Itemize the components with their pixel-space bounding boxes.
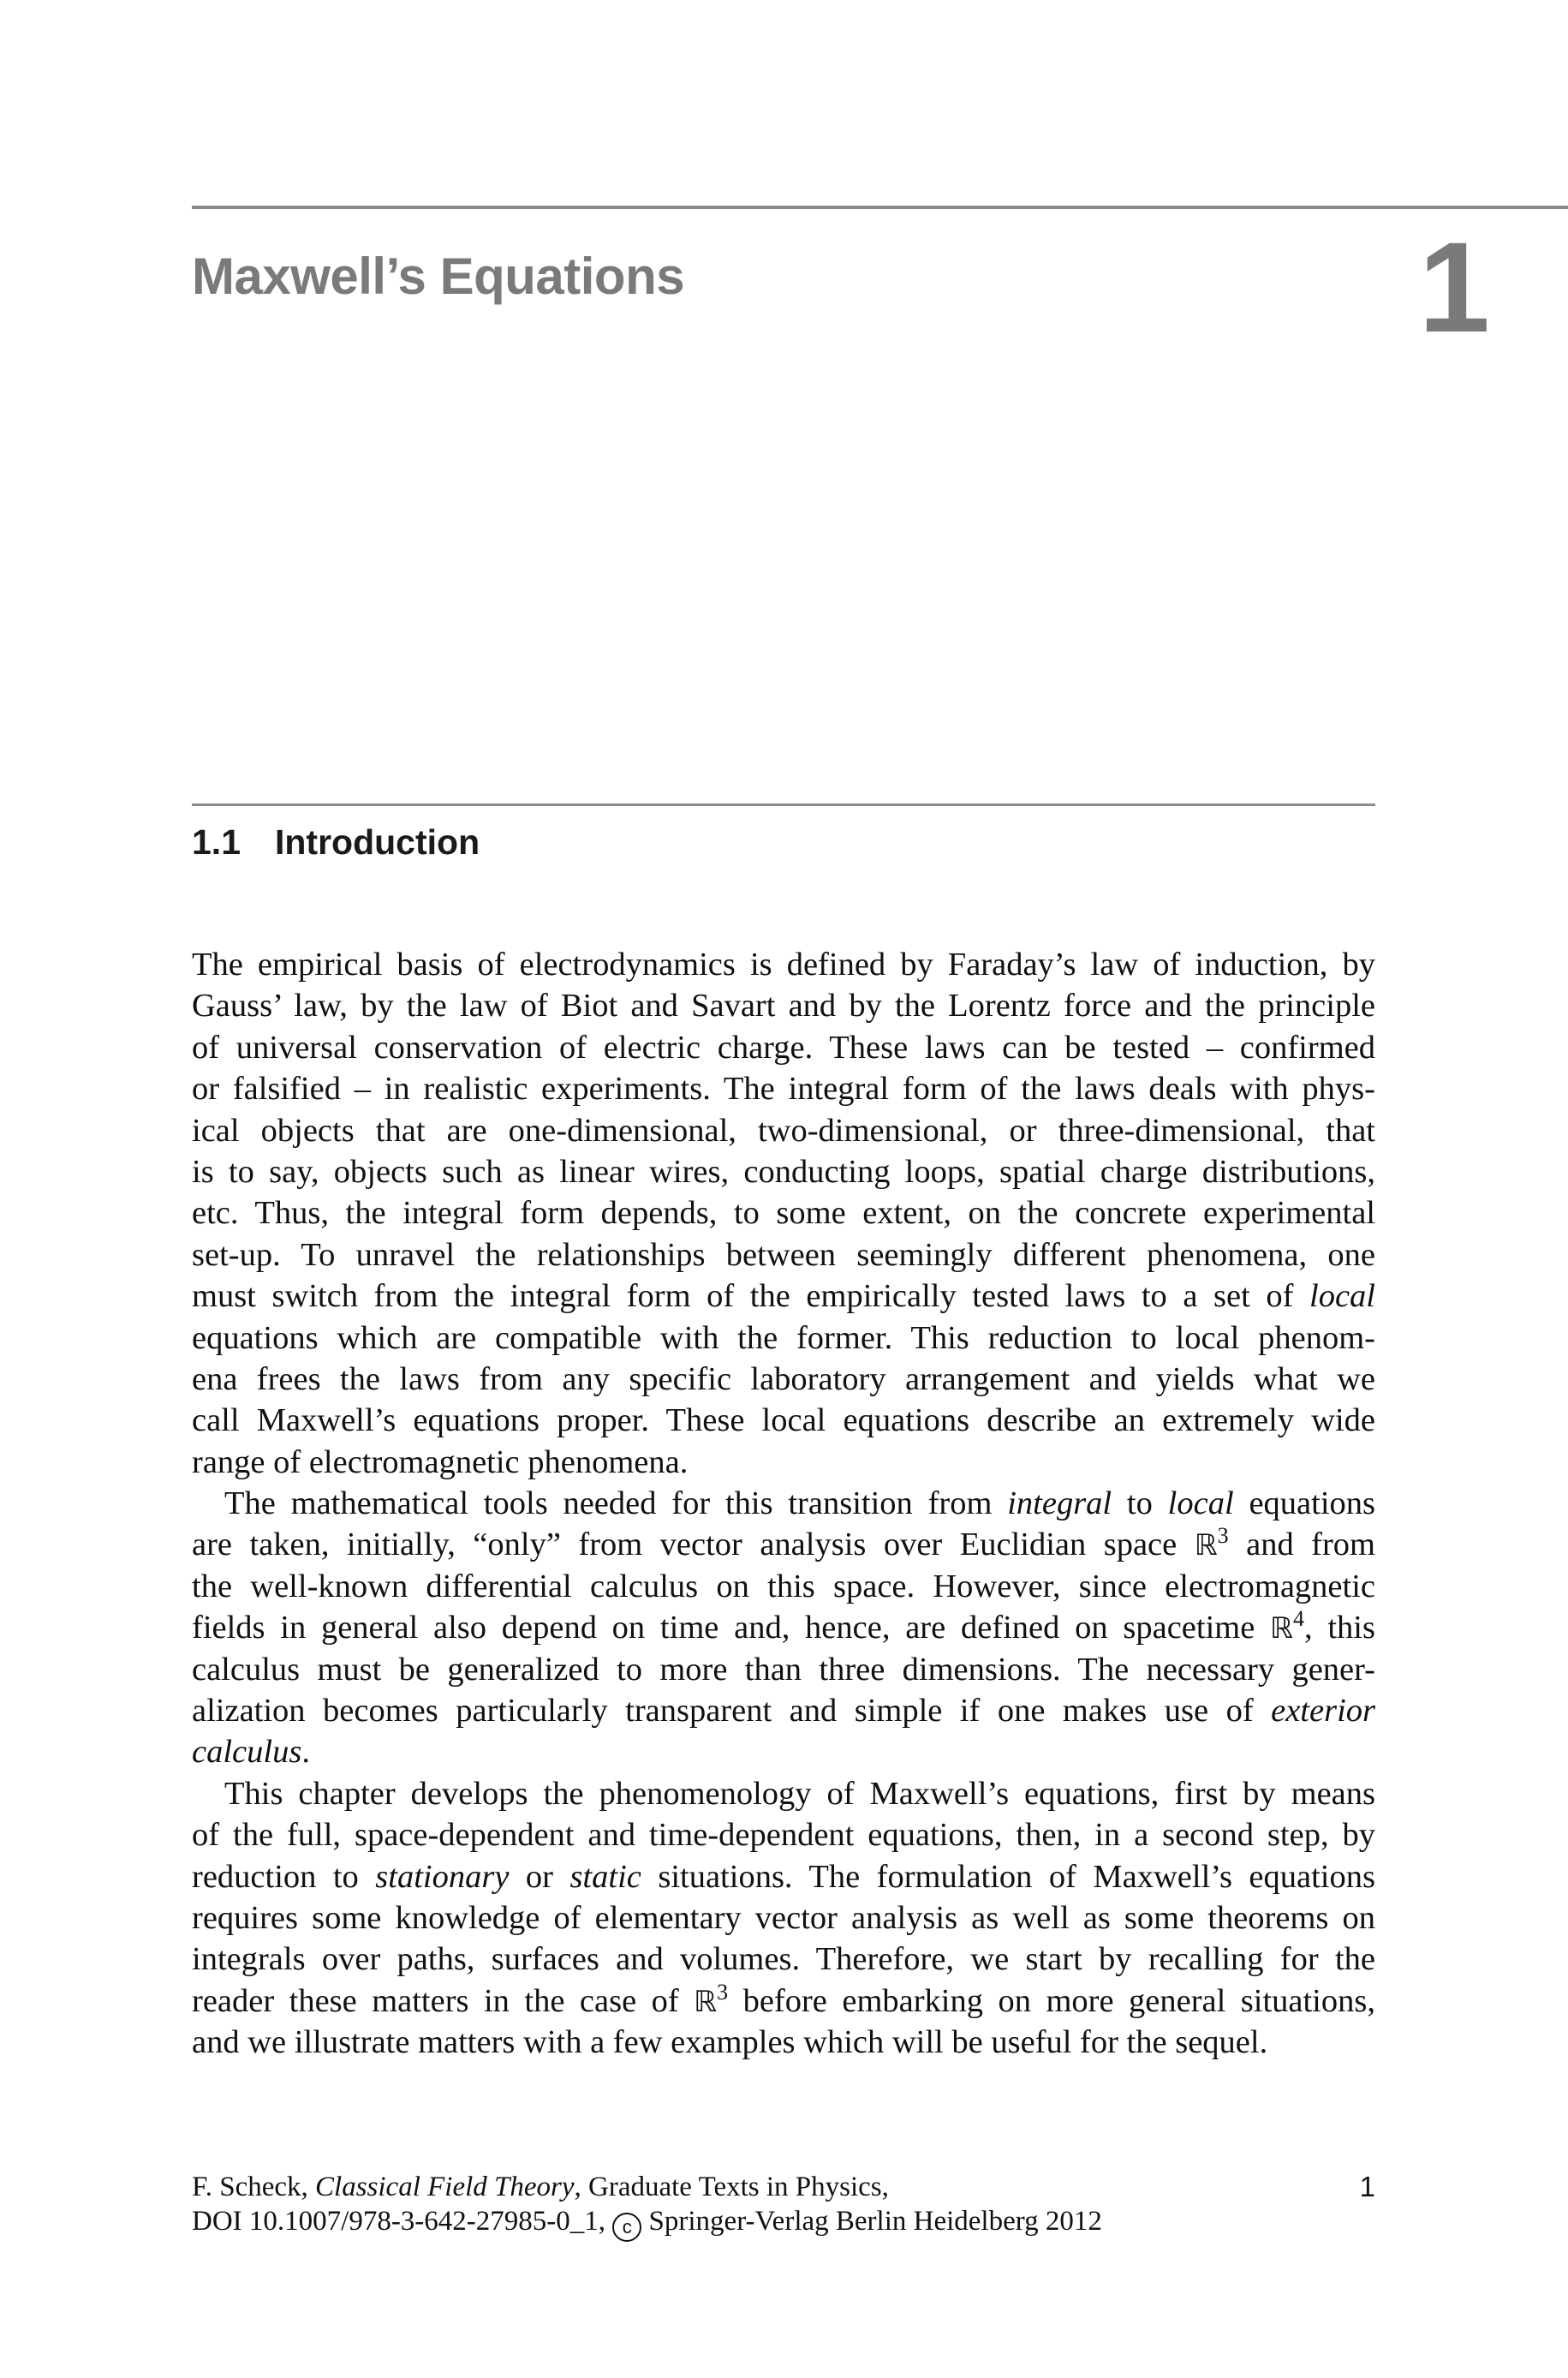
copyright-icon: c xyxy=(612,2213,641,2242)
section-title: Introduction xyxy=(275,822,480,862)
text-line: integrals over paths, surfaces and volumes. Therefore, we start by recalling for the xyxy=(192,1941,1375,1978)
publisher: Springer-Verlag Berlin Heidelberg 2012 xyxy=(641,2206,1102,2237)
exponent: 3 xyxy=(1217,1523,1229,1549)
emphasis-integral: integral xyxy=(1007,1485,1112,1522)
text-line: reader these matters in the case of ℝ$^3$ before embarking on more general situations, xyxy=(192,1979,1375,2019)
text-line: equations which are compatible with the former. This reduction to local phenom- xyxy=(192,1319,1375,1356)
section-rule xyxy=(192,804,1375,806)
emphasis-exterior: exterior xyxy=(1271,1693,1375,1730)
page-number: 1 xyxy=(1359,2171,1375,2202)
text-line: range of electromagnetic phenomena. xyxy=(192,1443,689,1480)
text-line: is to say, objects such as linear wires, conducting loops, spatial charge distributions, xyxy=(192,1153,1375,1190)
emphasis-local: local xyxy=(1167,1485,1234,1522)
chapter-number: 1 xyxy=(1418,215,1490,359)
text-line: and we illustrate matters with a few examples which will be useful for the sequel. xyxy=(192,2024,1268,2061)
text-line: of the full, space-dependent and time-dependent equations, then, in a second step, by xyxy=(192,1817,1375,1854)
text-line: etc. Thus, the integral form depends, to some extent, on the concrete experimental xyxy=(192,1195,1375,1232)
text-line: calculus must be generalized to more than three dimensions. The necessary gener- xyxy=(192,1651,1375,1688)
chapter-title: Maxwell’s Equations xyxy=(192,248,685,305)
paragraph-1 xyxy=(192,944,1375,1483)
real-numbers-symbol: ℝ xyxy=(1270,1611,1293,1646)
emphasis-calculus: calculus xyxy=(192,1734,302,1771)
text-line: ical objects that are one-dimensional, two-dimensional, or three-dimensional, that xyxy=(192,1112,1375,1149)
footer-line-1: F. Scheck, Classical Field Theory, Graduate Texts in Physics, xyxy=(192,2172,889,2202)
text-line: or falsified – in realistic experiments. The integral form of the laws deals with phys- xyxy=(192,1071,1375,1108)
text-line: This chapter develops the phenomenology of Maxwell’s equations, first by means xyxy=(224,1775,1375,1812)
section-number: 1.1 xyxy=(192,822,241,862)
paragraph-3 xyxy=(192,1773,1375,2064)
exponent: 4 xyxy=(1292,1606,1304,1632)
text-line: Gauss’ law, by the law of Biot and Savart and by the Lorentz force and the principle xyxy=(192,988,1375,1025)
text-line: must switch from the integral form of the empirically tested laws to a set of local xyxy=(192,1278,1375,1315)
emphasis-stationary: stationary xyxy=(375,1858,510,1895)
text-line: requires some knowledge of elementary vector analysis as well as some theorems on xyxy=(192,1899,1375,1936)
text-line: calculus. xyxy=(192,1734,310,1771)
doi: DOI 10.1007/978-3-642-27985-0_1, xyxy=(192,2206,613,2237)
text-line: ena frees the laws from any specific laboratory arrangement and yields what we xyxy=(192,1360,1375,1397)
text-line: alization becomes particularly transparent and simple if one makes use of exterior xyxy=(192,1693,1375,1730)
text-line: set-up. To unravel the relationships between seemingly different phenomena, one xyxy=(192,1236,1375,1273)
text-line: call Maxwell’s equations proper. These local equations describe an extremely wide xyxy=(192,1402,1375,1439)
exponent: 3 xyxy=(717,1979,729,2005)
text-line: reduction to stationary or static situations. The formulation of Maxwell’s equations xyxy=(192,1858,1375,1895)
book-title: Classical Field Theory xyxy=(315,2172,575,2202)
footer-citation xyxy=(192,2170,1375,2242)
emphasis-local: local xyxy=(1309,1278,1375,1315)
section-heading xyxy=(192,822,480,863)
chapter-rule xyxy=(192,206,1568,209)
real-numbers-symbol: ℝ xyxy=(694,1984,718,2019)
emphasis-static: static xyxy=(569,1858,641,1895)
text-line: of universal conservation of electric charge. These laws can be tested – confirmed xyxy=(192,1029,1375,1066)
text-line: fields in general also depend on time and, hence, are defined on spacetime ℝ$^4$, this xyxy=(192,1606,1375,1646)
paragraph-2 xyxy=(192,1483,1375,1773)
text-line: The mathematical tools needed for this transition from integral to local equations xyxy=(224,1485,1375,1522)
text-line: are taken, initially, “only” from vector analysis over Euclidian space ℝ$^3$ and from xyxy=(192,1523,1376,1563)
footer-line-2 xyxy=(192,2204,1375,2242)
text-line: The empirical basis of electrodynamics is defined by Faraday’s law of induction, by xyxy=(192,947,1375,983)
body-text xyxy=(192,944,1375,2064)
text-line: the well-known differential calculus on this space. However, since electromagnetic xyxy=(192,1568,1375,1604)
real-numbers-symbol: ℝ xyxy=(1194,1528,1218,1563)
